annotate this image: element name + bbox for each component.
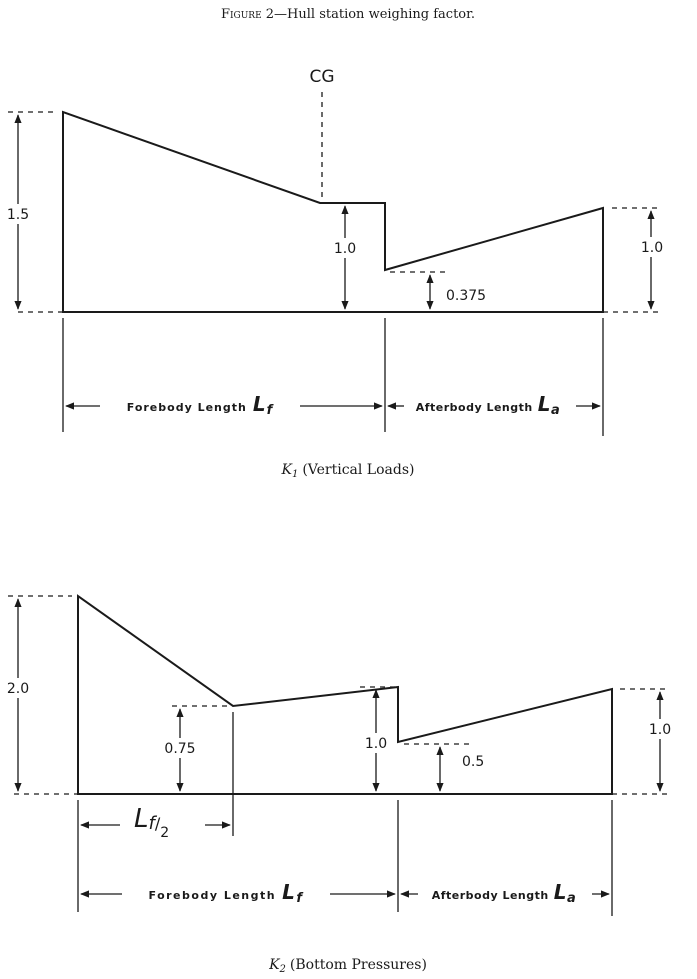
k2-half-den: 2 [160,825,170,841]
k1-afterbody-label [416,392,561,418]
k1-forebody-symbol: L [252,392,267,416]
k1-forebody-sub: f [266,403,274,418]
k2-bow-value: 2.0 [6,681,30,697]
k1-afterbody-sub: a [550,403,561,418]
k2-mid-value: 0.75 [164,741,196,757]
k2-afterbody-label [432,880,577,906]
k1-hull-outline [63,112,603,312]
k2-forebody-symbol: L [282,880,297,904]
k2-hull-outline [78,596,612,794]
k2-diagram [4,596,676,975]
k1-aftstep-value: 0.375 [446,288,487,304]
figure-title [221,7,475,22]
k2-caption-text: (Bottom Pressures) [289,957,427,973]
k2-half-symbol: L [134,804,149,834]
k1-caption-sub: 1 [291,469,299,480]
k2-forebody-label [149,880,305,906]
k2-half-slash: / [154,814,161,833]
k2-afterbody-symbol: L [553,880,567,904]
k2-half-sub: f [148,813,155,834]
k1-cg-label: CG [309,67,335,87]
k2-caption-symbol: K [269,957,280,973]
k2-caption [268,957,427,975]
k1-forebody-text: Forebody Length [126,401,247,414]
k1-caption [280,462,414,480]
k1-forebody-label [127,392,275,418]
k2-stern-value: 1.0 [648,722,672,738]
k2-forebody-sub: f [296,891,304,906]
k2-afterbody-sub: a [566,891,577,906]
k1-step-value: 1.0 [333,241,357,257]
k1-afterbody-text: Afterbody Length [415,401,533,414]
figure-caption-title: —Hull station weighing factor. [274,7,476,22]
k2-caption-sub: 2 [279,964,286,975]
k1-afterbody-symbol: L [537,392,551,416]
k2-half-label [134,804,169,841]
k1-caption-symbol: K [281,462,292,478]
k2-afterbody-text: Afterbody Length [431,889,549,902]
k2-step-value: 1.0 [364,736,388,752]
k1-stern-value: 1.0 [640,240,664,256]
k2-aftstep-value: 0.5 [462,754,485,770]
k2-forebody-text: Forebody Length [148,889,277,902]
k1-diagram [6,67,666,480]
k1-bow-value: 1.5 [6,207,30,223]
figure-caption-prefix: Figure 2 [220,7,275,22]
k1-caption-text: (Vertical Loads) [302,462,415,478]
